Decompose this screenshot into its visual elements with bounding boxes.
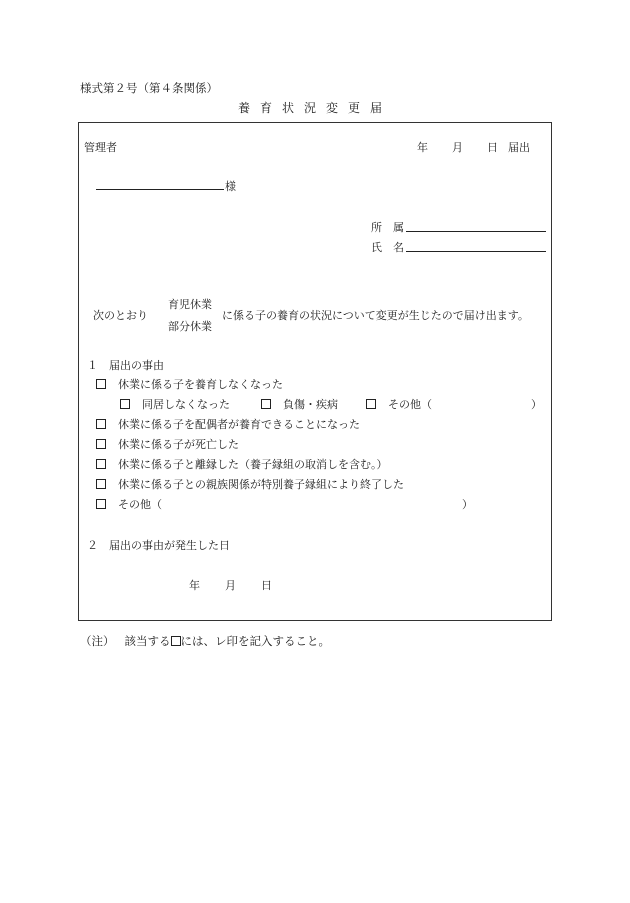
addressee-line[interactable] [96,177,224,190]
checkbox-icon[interactable] [96,499,106,509]
statement-suffix: に係る子の養育の状況について変更が生じたので届け出ます。 [222,309,529,322]
section2-heading: ２ 届出の事由が発生した日 [87,539,230,552]
reason-item-1[interactable] [96,376,283,392]
reason-item-2[interactable] [96,416,360,432]
sub-reason-1[interactable] [120,396,230,412]
checkbox-icon[interactable] [96,479,106,489]
submit-day-label: 日 [487,141,498,154]
office-label: 所 属 [371,221,404,234]
footnote [80,633,330,649]
section1-heading: １ 届出の事由 [87,359,164,372]
reason-item-2-label: 休業に係る子を配偶者が養育できることになった [118,418,360,431]
reason-item-4-label: 休業に係る子と離縁した（養子縁組の取消しを含む。） [118,458,388,471]
office-field[interactable] [406,219,546,232]
reason-item-3-label: 休業に係る子が死亡した [118,438,239,451]
reason-item-4[interactable] [96,456,388,472]
sama-label: 様 [225,180,236,193]
sub-reason-2[interactable] [261,396,338,412]
reason-item-5-label: 休業に係る子との親族関係が特別養子縁組により終了した [118,478,404,491]
name-field[interactable] [406,239,546,252]
reason-item-6[interactable] [96,496,162,512]
checkbox-icon[interactable] [96,439,106,449]
checkbox-icon[interactable] [96,419,106,429]
option-childcare-leave: 育児休業 [168,298,212,311]
submit-month-label: 月 [452,141,463,154]
submitted-label: 届出 [508,141,530,154]
footnote-label: （注） [80,634,115,648]
reason-item-1-label: 休業に係る子を養育しなくなった [118,378,283,391]
reason-item-6-label: その他（ [118,498,162,511]
footnote-text-b: には、レ印を記入すること。 [180,634,330,648]
reason-item-6-close: ） [462,498,473,511]
checkbox-icon[interactable] [261,399,271,409]
option-partial-leave: 部分休業 [168,320,212,333]
occurrence-month-label: 月 [225,579,236,592]
checkbox-icon[interactable] [366,399,376,409]
checkbox-icon [171,636,181,646]
sub-reason-3-close: ） [531,398,542,411]
checkbox-icon[interactable] [96,459,106,469]
reason-item-3[interactable] [96,436,239,452]
sub-reason-3-label: その他（ [388,398,432,411]
occurrence-day-label: 日 [261,579,272,592]
form-number: 様式第２号（第４条関係） [80,81,218,95]
sub-reason-3[interactable] [366,396,432,412]
occurrence-year-label: 年 [189,579,200,592]
submit-year-label: 年 [417,141,428,154]
form-title: 養育状況変更届 [237,101,392,115]
sub-reason-2-label: 負傷・疾病 [283,398,338,411]
manager-label: 管理者 [84,141,117,154]
footnote-text-a: 該当する [124,634,171,648]
reason-item-5[interactable] [96,476,404,492]
sub-reason-1-label: 同居しなくなった [142,398,230,411]
name-label: 氏 名 [371,241,404,254]
checkbox-icon[interactable] [96,379,106,389]
checkbox-icon[interactable] [120,399,130,409]
statement-prefix: 次のとおり [93,309,148,322]
